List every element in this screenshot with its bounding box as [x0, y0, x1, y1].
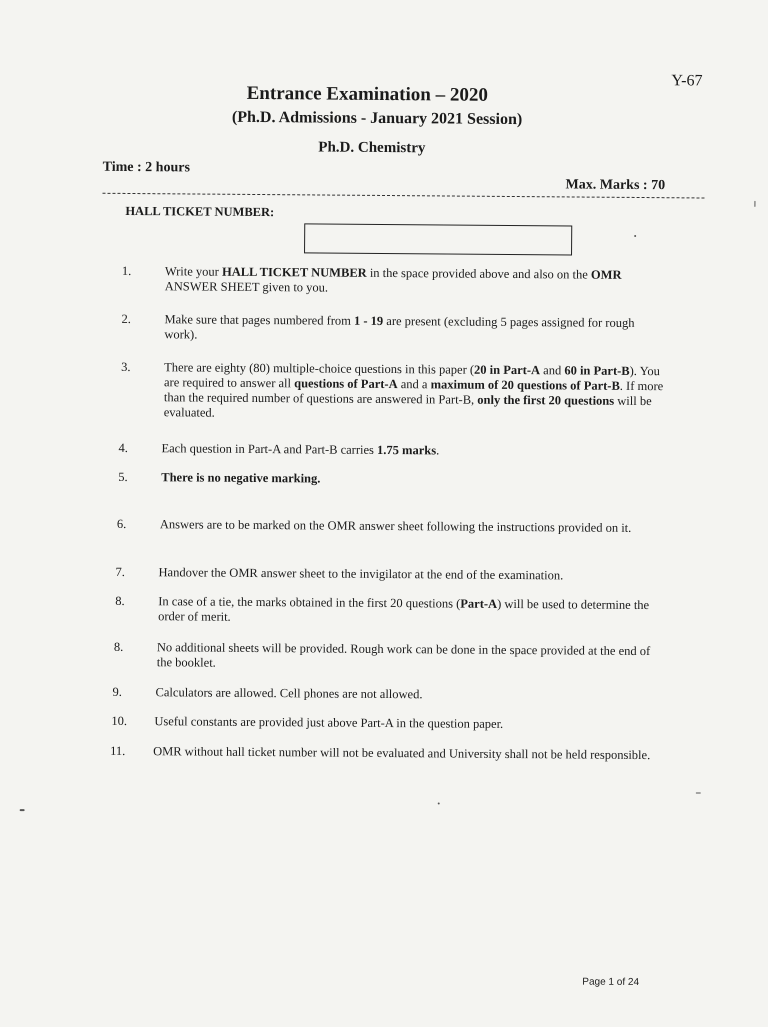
instruction-number: 4. [118, 440, 128, 455]
exam-max-marks: Max. Marks : 70 [565, 177, 666, 194]
instruction-text: Useful constants are provided just above Part-A in the question paper. [154, 714, 504, 731]
instruction-text: No additional sheets will be provided. Rough work can be done in the space provided at the end of the booklet. [156, 640, 651, 670]
hall-ticket-input-box[interactable] [304, 223, 572, 255]
instruction-text: There is no negative marking. [161, 470, 321, 486]
instruction-text: Calculators are allowed. Cell phones are not allowed. [155, 685, 423, 702]
instruction-number: 10. [111, 713, 128, 728]
scan-speck [20, 809, 25, 811]
instruction-number: 6. [116, 516, 127, 531]
instruction-text: Answers are to be marked on the OMR answer sheet following the instructions provided on it. [159, 517, 632, 535]
exam-subtitle: (Ph.D. Admissions - January 2021 Session) [231, 108, 523, 129]
instruction-number: 3. [121, 359, 131, 375]
instruction-text: OMR without hall ticket number will not be evaluated and University shall not be held responsible. [153, 744, 651, 763]
instruction-number: 8. [113, 639, 124, 654]
instruction-number: 7. [115, 564, 125, 579]
exam-title: Entrance Examination – 2020 [246, 82, 488, 106]
instruction-text: Each question in Part-A and Part-B carries 1.75 marks. [161, 441, 440, 458]
instruction-number: 9. [112, 684, 123, 699]
exam-subject: Ph.D. Chemistry [318, 139, 426, 157]
instruction-number: 11. [110, 743, 126, 758]
exam-time: Time : 2 hours [102, 159, 191, 176]
instruction-number: 2. [121, 311, 131, 327]
instruction-text: There are eighty (80) multiple-choice questions in this paper (20 in Part-A and 60 in Part-B). You are required to answer all questions of Part-A and a maximum of 20 questions of Part-B. If more than the required number of questions are answered in Part-B, only the first 20 questions will be evaluated. [163, 360, 664, 420]
instruction-text: In case of a tie, the marks obtained in the first 20 questions (Part-A) will be used to determine the order of merit. [158, 594, 650, 624]
instruction-number: 5. [118, 469, 128, 484]
instruction-number: 8. [115, 593, 125, 608]
instruction-text: Handover the OMR answer sheet to the invigilator at the end of the examination. [158, 565, 564, 583]
instruction-text: Make sure that pages numbered from 1 - 19 are present (excluding 5 pages assigned for rough work). [164, 312, 635, 342]
paper-code: Y-67 [671, 72, 703, 90]
hall-ticket-label: HALL TICKET NUMBER: [125, 203, 275, 220]
scan-speck [754, 201, 755, 207]
scan-speck [634, 235, 636, 237]
instruction-number: 1. [121, 263, 132, 279]
page-number: Page 1 of 24 [582, 976, 640, 989]
instruction-text: Write your HALL TICKET NUMBER in the space provided above and also on the OMR ANSWER SHEET given to you. [164, 264, 622, 295]
scan-speck [438, 802, 440, 804]
scan-speck [696, 792, 701, 793]
